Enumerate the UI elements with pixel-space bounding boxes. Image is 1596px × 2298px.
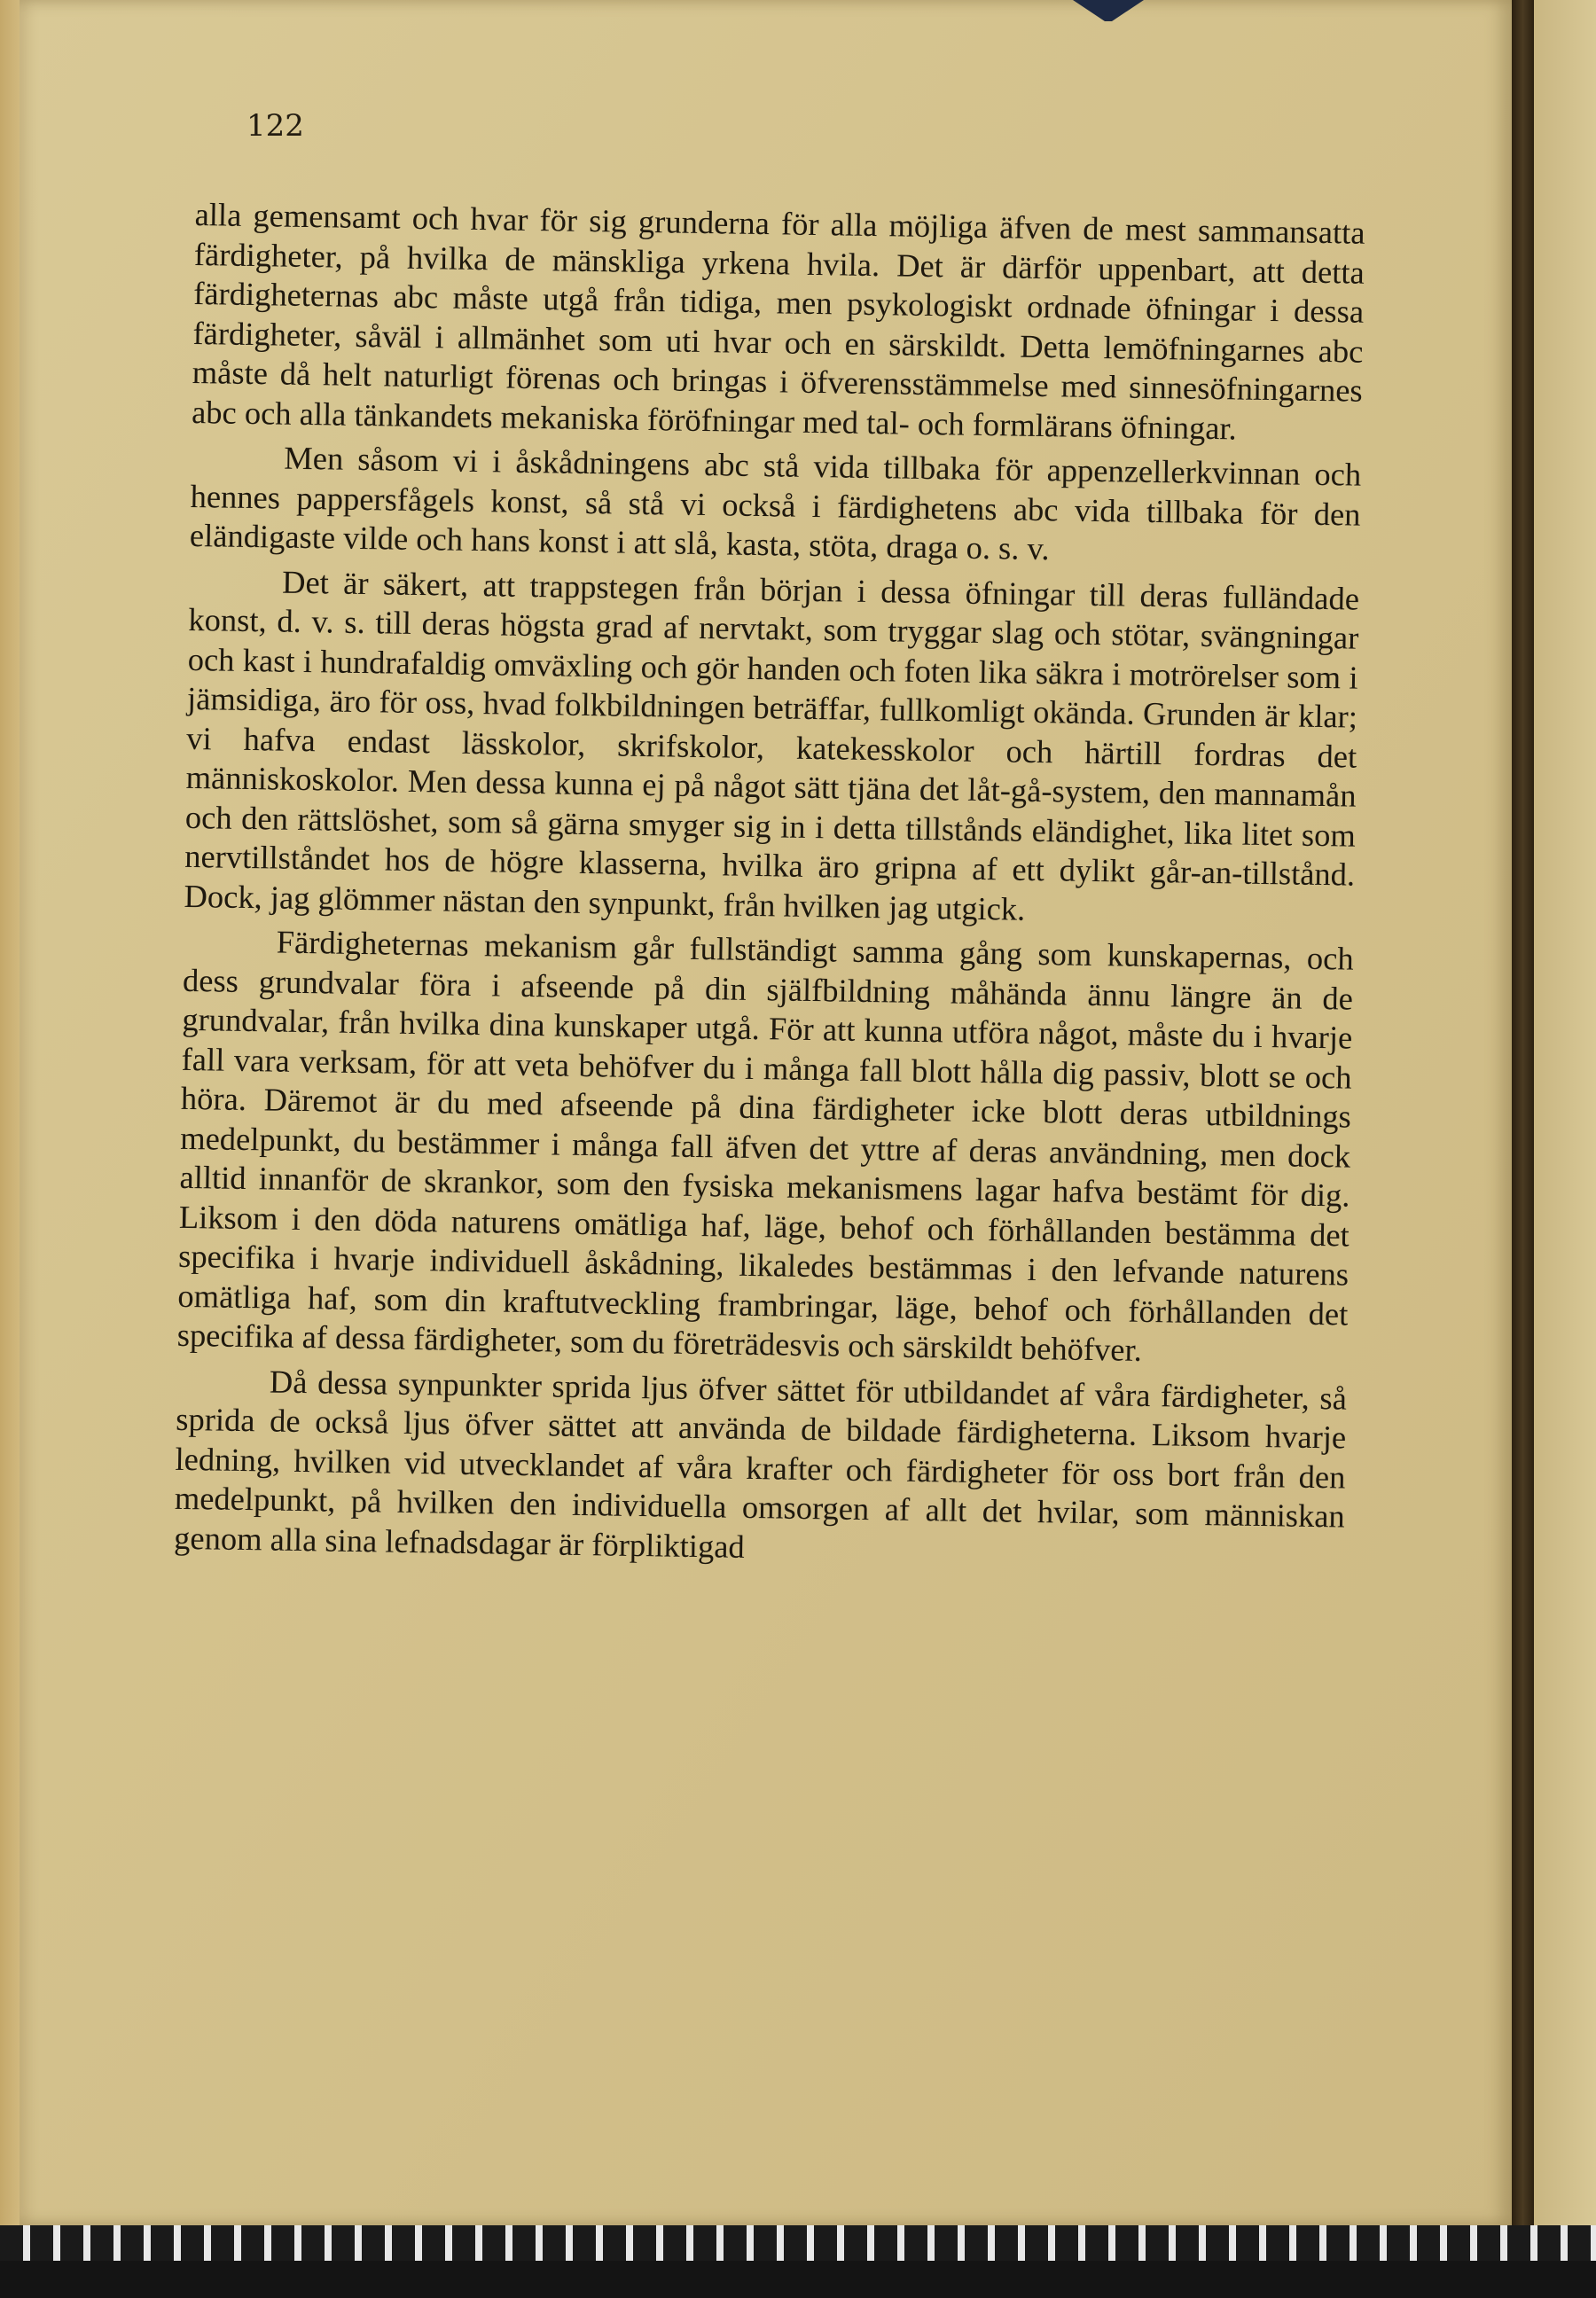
page-number: 122 [246,108,304,144]
paragraph: alla gemensamt och hvar för sig grunderna för alla möjliga äfven de mest sammansatta färdigheter, på hvilka de mänskliga yrkena hvila. Det är därför uppenbart, att detta färdigheternas abc måste utgå från tidiga, men psykologiskt ordnade öfningar i dessa färdigheter, såväl i allmänhet som uti hvar och en särskildt. Detta lemöfningarnes abc måste då helt naturligt förenas och bringas i öfverensstämmelse med sinnesöfningarnes abc och alla tänkandets mekaniska föröfningar med tal- och formlärans öfningar. [191,195,1365,446]
body-text [174,195,1365,1576]
paragraph: Då dessa synpunkter sprida ljus öfver sättet för utbildandet af våra färdigheter, så sprida de också ljus öfver sättet att använda de bildade färdigheterna. Liksom hvarje ledning, hvilken vid utvecklandet af våra krafter och färdigheter för oss bort från den medelpunkt, på hvilken den individuella omsorgen af allt det hvilar, som människan genom alla sina lefnadsdagar är förpliktigad [173,1362,1348,1565]
book-spine [1512,0,1534,2225]
paragraph: Men såsom vi i åskådningens abc stå vida tillbaka för appenzellerkvinnan och hennes pappersfågels konst, så stå vi också i färdighetens abc vida tillbaka för den eländigaste vilde och hans konst i att slå, kasta, stöta, draga o. s. v. [189,439,1362,567]
paragraph: Det är säkert, att trappstegen från början i dessa öfningar till deras fulländade konst, d. v. s. till deras högsta grad af nervtakt, som tryggar slag och stötar, svängningar och kast i hundrafaldig omväxling och gör handen och foten lika säkra i motrörelser som i jämsidiga, äro för oss, hvad folkbildningen beträffar, fullkomligt okända. Grunden är klar; vi hafva endast lässkolor, skrifskolor, katekesskolor och härtill fordras det människoskolor. Men dessa kunna ej på något sätt tjäna det låt-gå-system, den mannamån och den rättslöshet, som så gärna smyger sig in i detta tillstånds eländighet, lika litet som nervtillståndet hos de högre klasserna, hvilka äro gripna af ett dylikt går-an-tillstånd. Dock, jag glömmer nästan den synpunkt, från hvilken jag utgick. [184,563,1360,927]
facing-page-edge [1534,0,1596,2225]
paragraph: Färdigheternas mekanism går fullständigt samma gång som kunskapernas, och dess grundvalar föra i afseende på din själfbildning måhända ännu längre än de grundvalar, från hvilka dina kunskaper utgå. För att kunna utföra något, måste du i hvarje fall vara verksam, för att veta behöfver du i många fall blott hålla dig passiv, blott se och höra. Däremot är du med afseende på dina färdigheter icke blott deras utbildnings medelpunkt, du bestämmer i många fall äfven det yttre af deras användning, men dock alltid innanför de skrankor, som den fysiska mekanismens lagar hafva bestämt för dig. Liksom i den döda naturens omätliga haf, läge, behof och förhållanden bestämma det specifika i hvarje individuell åskådning, likaledes bestämmas i den lefvande naturens omätliga haf, som din kraftutveckling frambringar, läge, behof och förhållanden det specifika af dessa färdigheter, som du företrädesvis och särskildt behöfver. [176,923,1354,1368]
scale-ruler-band [0,2261,1596,2298]
